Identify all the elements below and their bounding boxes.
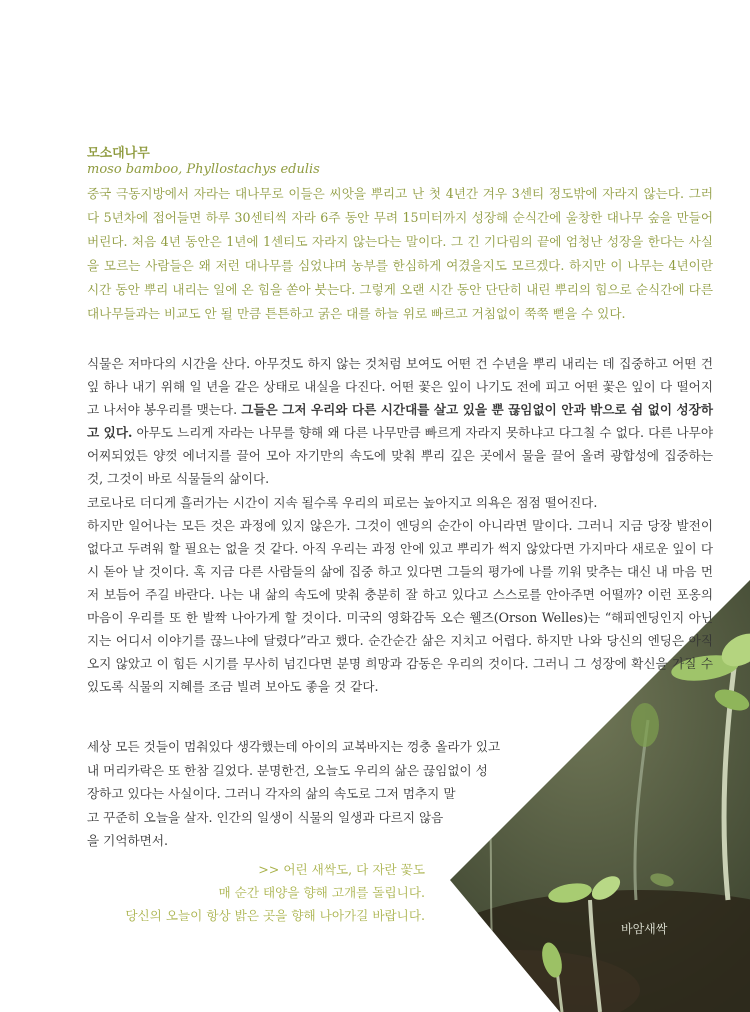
quote-line: 당신의 오늘이 항상 밝은 곳을 향해 나아가길 바랍니다. bbox=[125, 908, 425, 923]
paragraph-2: 코로나로 더디게 흘러가는 시간이 지속 될수록 우리의 피로는 높아지고 의욕은 점점 떨어진다. bbox=[87, 494, 598, 510]
paragraph-4-line: 세상 모든 것들이 멈춰있다 생각했는데 아이의 교복바지는 껑충 올라가 있고 bbox=[87, 739, 501, 754]
body-text bbox=[87, 352, 713, 698]
paragraph-4 bbox=[87, 735, 567, 853]
paragraph-4-line: 고 꾸준히 오늘을 살자. 인간의 일생이 식물의 일생과 다르지 않음 bbox=[87, 809, 444, 825]
article-title: 모소대나무 bbox=[87, 146, 150, 161]
article-subtitle: moso bamboo, Phyllostachys edulis bbox=[87, 162, 320, 177]
paragraph-3: 하지만 일어나는 모든 것은 과정에 있지 않은가. 그것이 엔딩의 순간이 아니라면 말이다. 그러니 지금 당장 발전이 없다고 두려워 할 필요는 없을 것 같다. 아직 우리는 과정 안에 있고 뿌리가 썩지 않았다면 가지마다 새로운 잎이 다시 돋아 날 것이다. 혹 지금 다른 사람들의 삶에 집중 하고 있다면 그들의 평가에 나를 끼워 맞추는 대신 내 마음 먼저 보듬어 주길 바란다. 나는 내 삶의 속도에 맞춰 충분히 잘 하고 있다고 스스로를 안아주면 어떨까? 이런 포옹의 마음이 우리를 또 한 발짝 나아가게 할 것이다. 미국의 영화감독 오슨 웰즈(Orson Welles)는 “해피엔딩인지 아닌지는 어디서 이야기를 끊느냐에 달렸다”라고 했다. 순간순간 삶은 지치고 어렵다. 하지만 나와 당신의 엔딩은 아직 오지 않았고 이 힘든 시기를 무사히 넘긴다면 분명 희망과 감동은 우리의 것이다. 그러니 그 성장에 확신을 가질 수 있도록 식물의 지혜를 조금 빌려 보아도 좋을 것 같다. bbox=[87, 517, 713, 695]
paragraph-1-part-b: 아무도 느리게 자라는 나무를 향해 왜 다른 나무만큼 빠르게 자라지 못하냐고 다그칠 수 없다. 다른 나무야 어찌되었든 양껏 에너지를 끌어 모아 자기만의 속도에 맞춰 뿌리 깊은 곳에서 물을 끌어 올려 광합성에 집중하는 것, 그것이 바로 식물들의 삶이다. bbox=[87, 425, 714, 487]
paragraph-1 bbox=[87, 352, 713, 491]
paragraph-1-emphasis: 그들은 그저 우리와 다른 시간대를 살고 있을 뿐 끊임없이 안과 밖으로 쉼 없이 성장하고 있다. bbox=[87, 402, 713, 441]
intro-paragraph: 중국 극동지방에서 자라는 대나무로 이들은 씨앗을 뿌리고 난 첫 4년간 겨우 3센티 정도밖에 자라지 않는다. 그러다 5년차에 접어들면 하루 30센티씩 자라 6주 동안 무려 15미터까지 성장해 순식간에 울창한 대나무 숲을 만들어 버린다. 처음 4년 동안은 1년에 1센티도 자라지 않는다는 말이다. 그 긴 기다림의 끝에 엄청난 성장을 한다는 사실을 모르는 사람들은 왜 저런 대나무를 심었냐며 농부를 한심하게 여겼을지도 모르겠다. 하지만 이 나무는 4년이란 시간 동안 뿌리 내리는 일에 온 힘을 쏟아 붓는다. 그렇게 오랜 시간 동안 단단히 내린 뿌리의 힘으로 순식간에 다른 대나무들과는 비교도 안 될 만큼 튼튼하고 굵은 대를 하늘 위로 빠르고 거침없이 쭉쭉 뻗을 수 있다. bbox=[87, 186, 713, 321]
quote-line: >> 어린 새싹도, 다 자란 꽃도 bbox=[258, 862, 425, 877]
paragraph-4-line: 을 기억하면서. bbox=[87, 833, 168, 848]
closing-quote bbox=[125, 858, 425, 927]
paragraph-4-line: 내 머리카락은 또 한참 길었다. 분명한건, 오늘도 우리의 삶은 끊임없이 성 bbox=[87, 762, 488, 778]
quote-line: 매 순간 태양을 향해 고개를 돌립니다. bbox=[218, 885, 425, 900]
paragraph-4-line: 장하고 있다는 사실이다. 그러니 각자의 삶의 속도로 그저 멈추지 말 bbox=[87, 786, 456, 801]
photo-caption: 바암새싹 bbox=[621, 922, 668, 936]
paragraph-1-part-a: 식물은 저마다의 시간을 산다. 아무것도 하지 않는 것처럼 보여도 어떤 건 수년을 뿌리 내리는 데 집중하고 어떤 건 잎 하나 내기 위해 일 년을 같은 상태로 내실을 다진다. 어떤 꽃은 잎이 나기도 전에 피고 어떤 꽃은 잎이 다 떨어지고 나서야 봉우리를 맺는다. bbox=[87, 356, 713, 418]
